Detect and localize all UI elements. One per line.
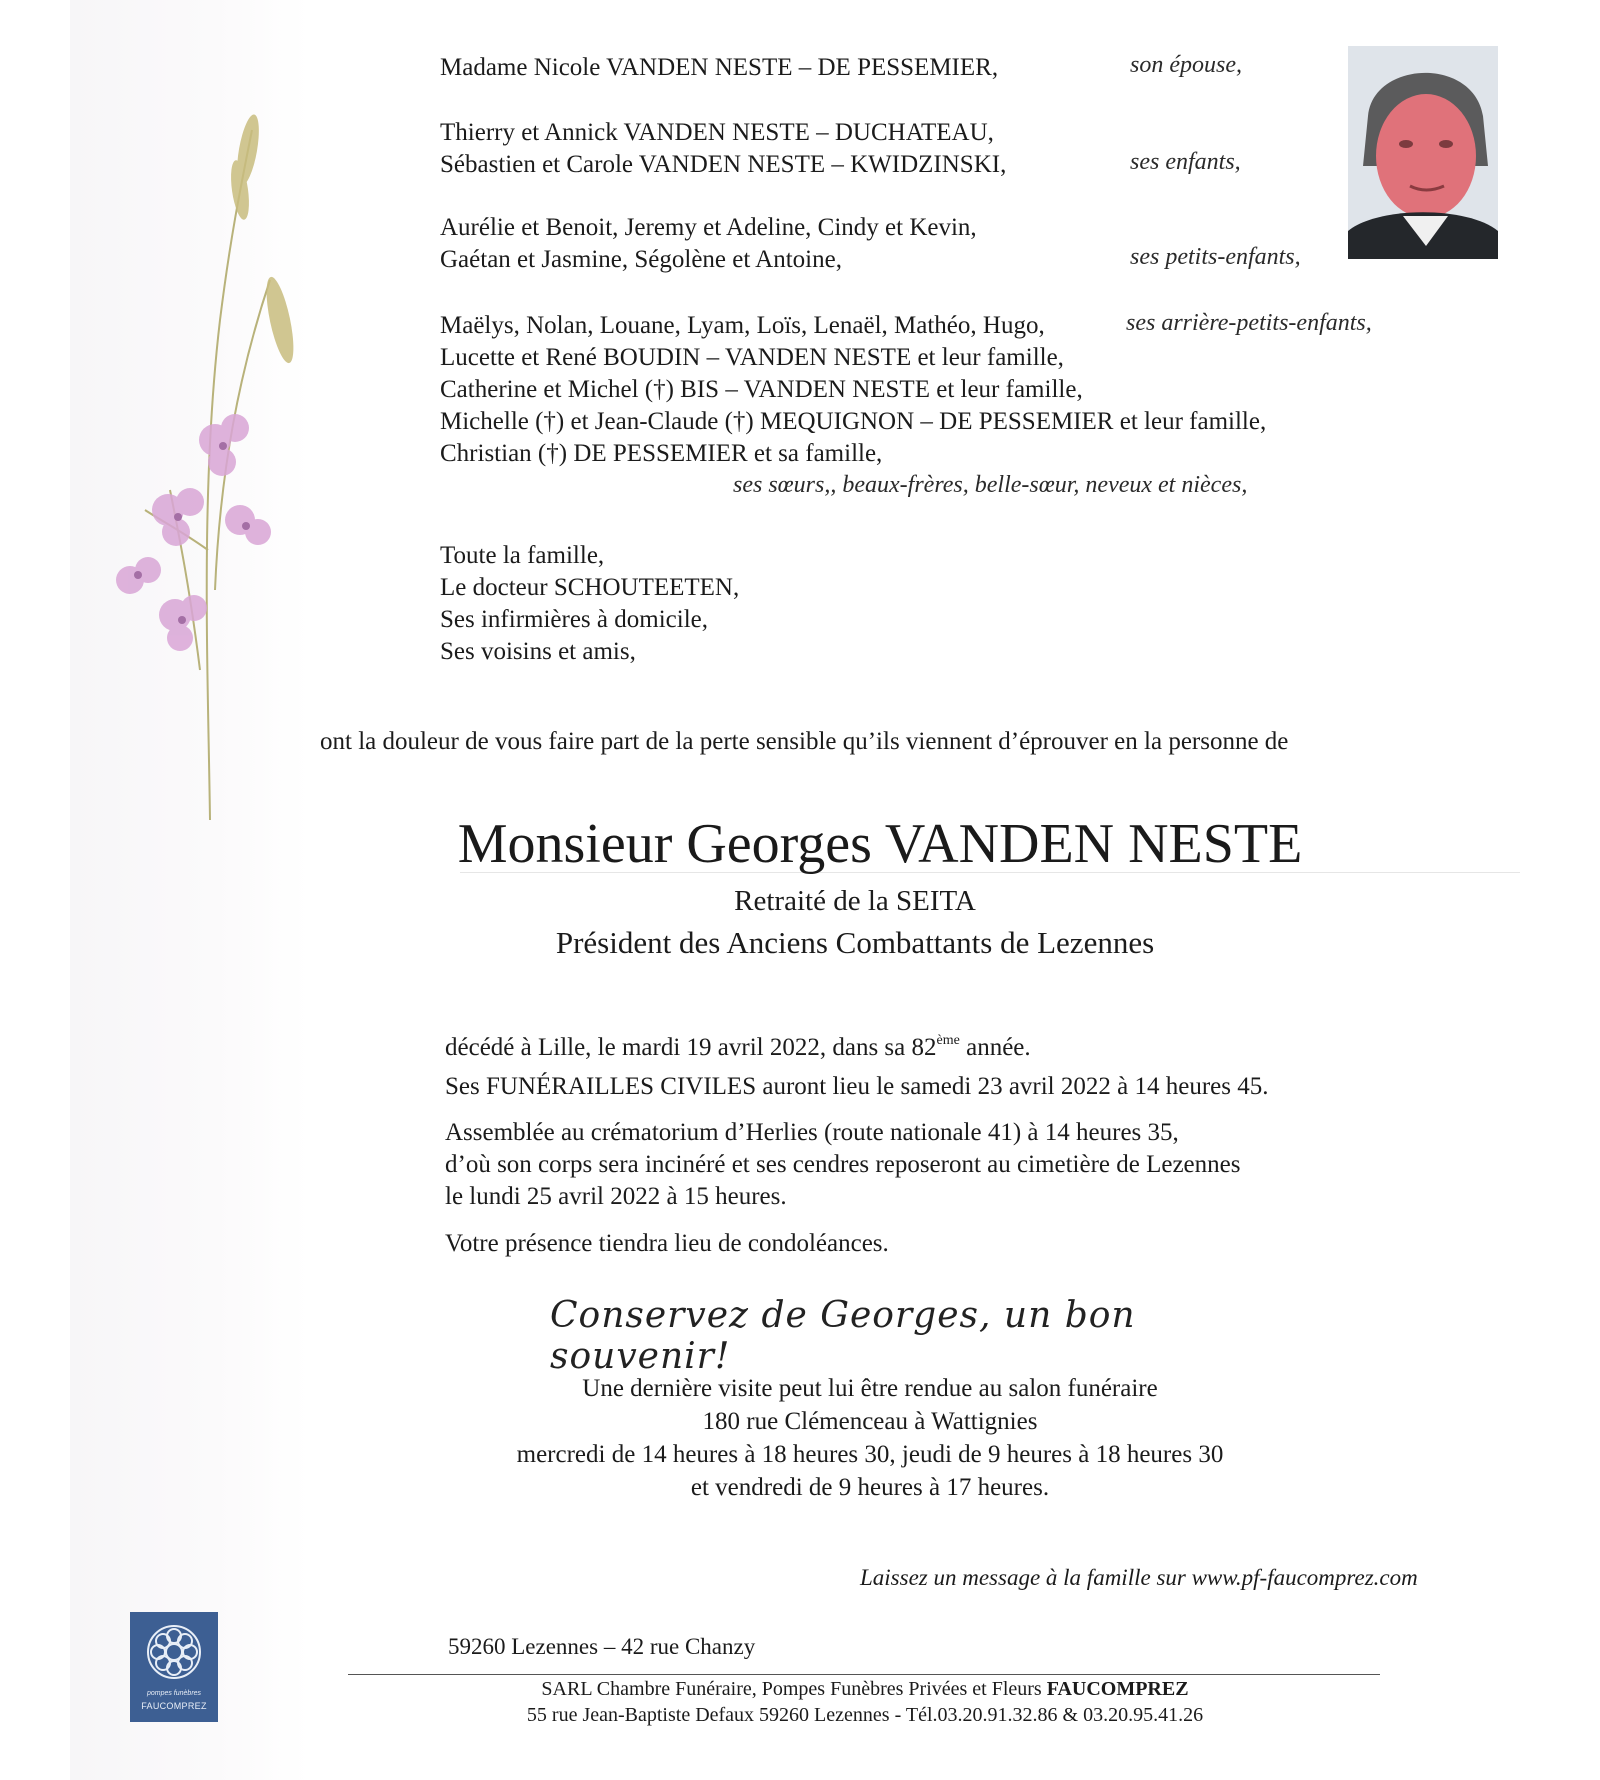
- deceased-name: Monsieur Georges VANDEN NESTE: [457, 813, 1303, 875]
- memory-phrase: Conservez de Georges, un bon souvenir!: [550, 1295, 1136, 1377]
- flower-illustration: [90, 70, 330, 830]
- website-message: Laissez un message à la famille sur www.pf-faucomprez.com: [860, 1565, 1418, 1590]
- logo-tagline: pompes funèbres: [146, 1690, 202, 1697]
- death-text-prefix: décédé à Lille, le mardi 19 avril 2022, dans sa 82: [445, 1034, 937, 1061]
- footer-brand: FAUCOMPREZ: [1046, 1678, 1189, 1700]
- death-text-superscript: ème: [936, 1033, 960, 1048]
- child-line-2: Sébastien et Carole VANDEN NESTE – KWIDZINSKI,: [440, 151, 1007, 178]
- death-text-suffix: année.: [959, 1034, 1031, 1061]
- deceased-photo: [1348, 46, 1498, 259]
- spouse-relation: son épouse,: [1130, 52, 1242, 78]
- children-relation: ses enfants,: [1130, 149, 1241, 175]
- rosette-icon: [144, 1622, 204, 1682]
- grandchild-line-1: Aurélie et Benoit, Jeremy et Adeline, Cindy et Kevin,: [440, 214, 977, 241]
- spouse-names: Madame Nicole VANDEN NESTE – DE PESSEMIER,: [440, 54, 999, 81]
- assembly-line-2: d’où son corps sera incinéré et ses cendres reposeront au cimetière de Lezennes: [445, 1151, 1241, 1178]
- others-line-2: Le docteur SCHOUTEETEN,: [440, 574, 740, 601]
- siblings-relation: ses sœurs,, beaux-frères, belle-sœur, neveux et nièces,: [733, 472, 1248, 498]
- child-line-1: Thierry et Annick VANDEN NESTE – DUCHATEAU,: [440, 119, 994, 146]
- sibling-line-4: Christian (†) DE PESSEMIER et sa famille,: [440, 440, 883, 467]
- funeral-home-logo: [130, 1612, 218, 1722]
- visit-line-3: mercredi de 14 heures à 18 heures 30, jeudi de 9 heures à 18 heures 30: [516, 1441, 1224, 1468]
- assembly-line-1: Assemblée au crématorium d’Herlies (route nationale 41) à 14 heures 35,: [445, 1119, 1179, 1146]
- funeral-details: Ses FUNÉRAILLES CIVILES auront lieu le samedi 23 avril 2022 à 14 heures 45.: [445, 1073, 1269, 1100]
- logo-brand: FAUCOMPREZ: [141, 1701, 207, 1711]
- condolences-note: Votre présence tiendra lieu de condoléances.: [445, 1230, 889, 1257]
- local-address: 59260 Lezennes – 42 rue Chanzy: [448, 1634, 756, 1659]
- visit-line-4: et vendredi de 9 heures à 17 heures.: [690, 1474, 1050, 1501]
- sibling-line-3: Michelle (†) et Jean-Claude (†) MEQUIGNON – DE PESSEMIER et leur famille,: [440, 408, 1267, 435]
- great-grandchildren-relation: ses arrière-petits-enfants,: [1126, 310, 1372, 336]
- others-line-3: Ses infirmières à domicile,: [440, 606, 708, 633]
- footer-company-text: SARL Chambre Funéraire, Pompes Funèbres Privées et Fleurs: [541, 1678, 1047, 1700]
- others-line-1: Toute la famille,: [440, 542, 605, 569]
- footer-address-line: 55 rue Jean-Baptiste Defaux 59260 Lezennes - Tél.03.20.91.32.86 & 03.20.95.41.26: [526, 1704, 1204, 1726]
- death-details: [445, 1025, 1031, 1064]
- deceased-title-2: Président des Anciens Combattants de Lezennes: [555, 925, 1155, 960]
- visit-line-1: Une dernière visite peut lui être rendue au salon funéraire: [582, 1375, 1158, 1402]
- great-grandchildren-names: Maëlys, Nolan, Louane, Lyam, Loïs, Lenaël, Mathéo, Hugo,: [440, 312, 1045, 339]
- announcement-text: ont la douleur de vous faire part de la perte sensible qu’ils viennent d’éprouver en la personne de: [320, 728, 1289, 755]
- sibling-line-1: Lucette et René BOUDIN – VANDEN NESTE et leur famille,: [440, 344, 1064, 371]
- deceased-title-1: Retraité de la SEITA: [734, 885, 976, 917]
- footer-divider: [348, 1674, 1380, 1675]
- sibling-line-2: Catherine et Michel (†) BIS – VANDEN NESTE et leur famille,: [440, 376, 1083, 403]
- assembly-line-3: le lundi 25 avril 2022 à 15 heures.: [445, 1183, 787, 1210]
- portrait-image: [1348, 46, 1498, 259]
- others-line-4: Ses voisins et amis,: [440, 638, 636, 665]
- visit-line-2: 180 rue Clémenceau à Wattignies: [702, 1408, 1038, 1435]
- grandchild-line-2: Gaétan et Jasmine, Ségolène et Antoine,: [440, 246, 842, 273]
- grandchildren-relation: ses petits-enfants,: [1130, 244, 1301, 270]
- footer-company-line: [350, 1678, 1380, 1701]
